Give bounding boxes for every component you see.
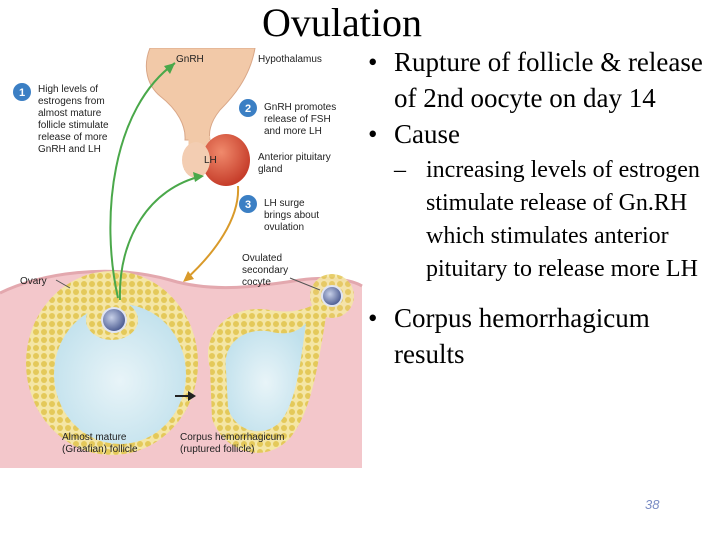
bullet-list (366, 44, 716, 372)
oocyte-in-follicle (102, 308, 126, 332)
step-2-number: 2 (244, 103, 252, 115)
label-ovary: Ovary (20, 276, 47, 287)
bullet-corpus-hemorrhagicum: • Corpus hemorrhagicum results (366, 300, 716, 372)
step-2-text: GnRH promotes release of FSH and more LH (264, 102, 337, 137)
label-hypothalamus: Hypothalamus (258, 54, 322, 65)
label-lh: LH (204, 155, 217, 166)
bullet-rupture: • Rupture of follicle & release of 2nd oocyte on day 14 (366, 44, 716, 116)
step-1-number: 1 (18, 87, 26, 99)
sub-bullet-dash: – (394, 157, 406, 183)
sub-bullet-estrogen: – increasing levels of estrogen stimulate release of Gn.RH which stimulates anterior pituitary to release more LH (366, 154, 716, 286)
label-anterior-pituitary: Anterior pituitary gland (258, 152, 331, 175)
slide-title: Ovulation (262, 0, 422, 45)
page-number: 38 (645, 497, 660, 512)
arrow-lh-to-ovary (185, 186, 238, 280)
label-ovulated-oocyte: Ovulated secondary cocyte (242, 253, 289, 288)
step-1-text: High levels of estrogens from almost mature follicle stimulate release of more GnRH and LH (38, 84, 109, 155)
label-almost-mature: Almost mature (Graafian) follicle (62, 432, 138, 455)
ovulated-oocyte-shape (322, 286, 342, 306)
step-3-number: 3 (244, 199, 252, 211)
bullet-dot: • (368, 303, 378, 333)
step-3-text: LH surge brings about ovulation (264, 198, 320, 233)
bullet-dot: • (368, 119, 378, 149)
label-gnrh: GnRH (176, 54, 204, 65)
bullet-dot: • (368, 47, 378, 77)
bullet-cause: • Cause (366, 116, 716, 152)
ovulation-figure (0, 48, 370, 518)
label-corpus-hemorrhagicum: Corpus hemorrhagicum (ruptured follicle) (180, 432, 285, 455)
